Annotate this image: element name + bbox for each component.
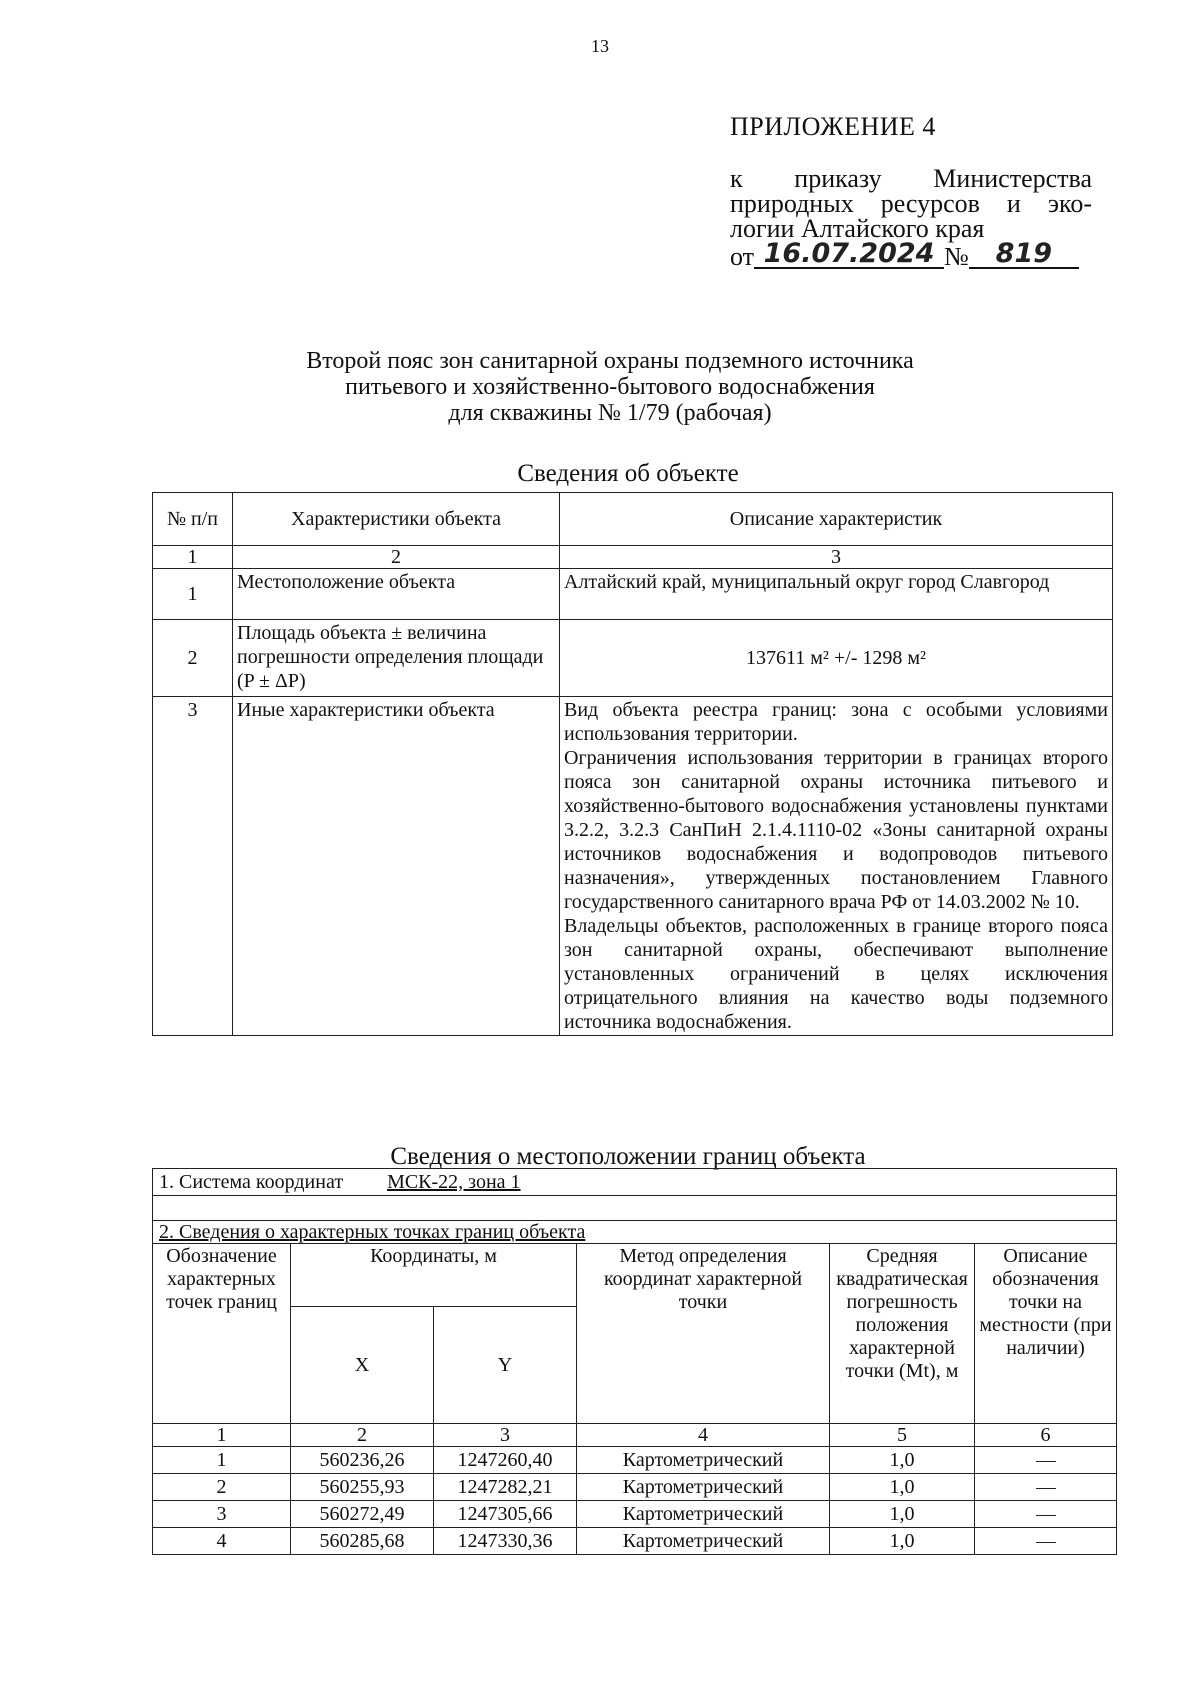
- row-num: 2: [153, 620, 233, 697]
- description-paragraph: Вид объекта реестра границ: зона с особыми условиями использования территории.: [564, 699, 1108, 745]
- col-number: 3: [434, 1424, 577, 1447]
- description-paragraph: Владельцы объектов, расположенных в границе второго пояса зон санитарной охраны, обеспечивают выполнение установленных ограничений в целях исключения отрицательного влияния на качество воды подземного источника водоснабжения.: [564, 915, 1108, 1033]
- row-value: Алтайский край, муниципальный округ город Славгород: [560, 569, 1113, 620]
- point-desc: [975, 1528, 1117, 1555]
- point-y: 1247282,21: [434, 1474, 577, 1501]
- empty-cell: [153, 1196, 1117, 1221]
- point-id: 2: [153, 1474, 291, 1501]
- table-row: [153, 697, 1113, 1036]
- page-number: 13: [591, 36, 609, 56]
- object-info-caption: Сведения об объекте: [517, 460, 739, 487]
- table-row: [153, 1528, 1117, 1555]
- col-number: 1: [153, 1424, 291, 1447]
- point-desc: [975, 1474, 1117, 1501]
- document-title: [250, 348, 970, 426]
- row-num: 1: [153, 569, 233, 620]
- point-error: 1,0: [830, 1474, 975, 1501]
- table-row: [153, 569, 1113, 620]
- table-row: [153, 1447, 1117, 1474]
- point-error: 1,0: [830, 1447, 975, 1474]
- point-id: 3: [153, 1501, 291, 1528]
- row-value: [560, 697, 1113, 1036]
- points-label-text: 2. Сведения о характерных точках границ объекта: [159, 1221, 586, 1243]
- col-number: 1: [153, 546, 233, 569]
- point-x: 560272,49: [291, 1501, 434, 1528]
- column-number-row: [153, 1424, 1117, 1447]
- point-id: 4: [153, 1528, 291, 1555]
- row-value: 137611 м² +/- 1298 м²: [560, 620, 1113, 697]
- header-x: X: [291, 1307, 434, 1424]
- point-x: 560236,26: [291, 1447, 434, 1474]
- point-method: Картометрический: [577, 1474, 830, 1501]
- col-number: 4: [577, 1424, 830, 1447]
- points-label: [153, 1221, 1117, 1244]
- point-desc: [975, 1447, 1117, 1474]
- coord-system-label: 1. Система координат: [159, 1171, 344, 1193]
- row-name: Иные характеристики объекта: [233, 697, 560, 1036]
- row-name: Площадь объекта ± величина погрешности определения площади (P ± ΔP): [233, 620, 560, 697]
- header-desc: Описание обозначения точки на местности (при наличии): [975, 1244, 1117, 1424]
- col-number: 6: [975, 1424, 1117, 1447]
- header-y: Y: [434, 1307, 577, 1424]
- point-method: Картометрический: [577, 1447, 830, 1474]
- title-line-2: питьевого и хозяйственно-бытового водоснабжения: [345, 374, 875, 400]
- table-header-row: [153, 493, 1113, 546]
- order-date-line: [730, 238, 1092, 271]
- col-number: 3: [560, 546, 1113, 569]
- order-line-1: к приказу Министерства: [730, 164, 1092, 193]
- header-characteristics: Характеристики объекта: [233, 493, 560, 546]
- point-error: 1,0: [830, 1501, 975, 1528]
- header-description: Описание характеристик: [560, 493, 1113, 546]
- dash-mark: [1036, 1461, 1056, 1462]
- point-error: 1,0: [830, 1528, 975, 1555]
- header-method: Метод определения координат характерной точки: [577, 1244, 830, 1424]
- point-y: 1247260,40: [434, 1447, 577, 1474]
- location-info-table: [152, 1168, 1117, 1555]
- dash-mark: [1036, 1515, 1056, 1516]
- from-label: от: [730, 242, 755, 271]
- point-x: 560255,93: [291, 1474, 434, 1501]
- row-num: 3: [153, 697, 233, 1036]
- header-point: Обозначение характерных точек границ: [153, 1244, 291, 1424]
- point-y: 1247330,36: [434, 1528, 577, 1555]
- col-number: 2: [233, 546, 560, 569]
- point-method: Картометрический: [577, 1501, 830, 1528]
- col-number: 5: [830, 1424, 975, 1447]
- point-x: 560285,68: [291, 1528, 434, 1555]
- coord-system-cell: [153, 1169, 1117, 1196]
- handwritten-number: 819: [969, 241, 1079, 269]
- table-row: [153, 1474, 1117, 1501]
- row-name: Местоположение объекта: [233, 569, 560, 620]
- col-number: 2: [291, 1424, 434, 1447]
- location-info-caption: Сведения о местоположении границ объекта: [390, 1143, 866, 1170]
- object-info-table: [152, 492, 1113, 1036]
- header-error: Средняя квадратическая погрешность положения характерной точки (Mt), м: [830, 1244, 975, 1424]
- dash-mark: [1036, 1542, 1056, 1543]
- dash-mark: [1036, 1488, 1056, 1489]
- order-line-3: логии Алтайского края: [730, 214, 985, 243]
- coord-system-row: [153, 1169, 1117, 1196]
- appendix-order-reference: [730, 166, 1092, 269]
- order-line-2: природных ресурсов и эко-: [730, 189, 1092, 218]
- coord-system-value: МСК-22, зона 1: [387, 1171, 521, 1193]
- number-label: №: [944, 242, 969, 271]
- header-coords: Координаты, м: [291, 1244, 577, 1307]
- point-id: 1: [153, 1447, 291, 1474]
- table-row: [153, 620, 1113, 697]
- handwritten-date: 16.07.2024: [754, 241, 944, 269]
- description-paragraph: Ограничения использования территории в границах второго пояса зон санитарной охраны источника питьевого и хозяйственно-бытового водоснабжения установлены пунктами 3.2.2, 3.2.3 СанПиН 2.1.4.1110-02 «Зоны санитарной охраны источников водоснабжения и водопроводов питьевого назначения», утвержденных постановлением Главного государственного санитарного врача РФ от 14.03.2002 № 10.: [564, 747, 1108, 913]
- appendix-title: ПРИЛОЖЕНИЕ 4: [730, 112, 936, 141]
- empty-row: [153, 1196, 1117, 1221]
- point-y: 1247305,66: [434, 1501, 577, 1528]
- header-row-1: [153, 1244, 1117, 1307]
- title-line-1: Второй пояс зон санитарной охраны подземного источника: [306, 348, 914, 374]
- table-row: [153, 1501, 1117, 1528]
- point-method: Картометрический: [577, 1528, 830, 1555]
- point-desc: [975, 1501, 1117, 1528]
- header-num: № п/п: [153, 493, 233, 546]
- title-line-3: для скважины № 1/79 (рабочая): [448, 400, 772, 426]
- points-label-row: [153, 1221, 1117, 1244]
- column-number-row: [153, 546, 1113, 569]
